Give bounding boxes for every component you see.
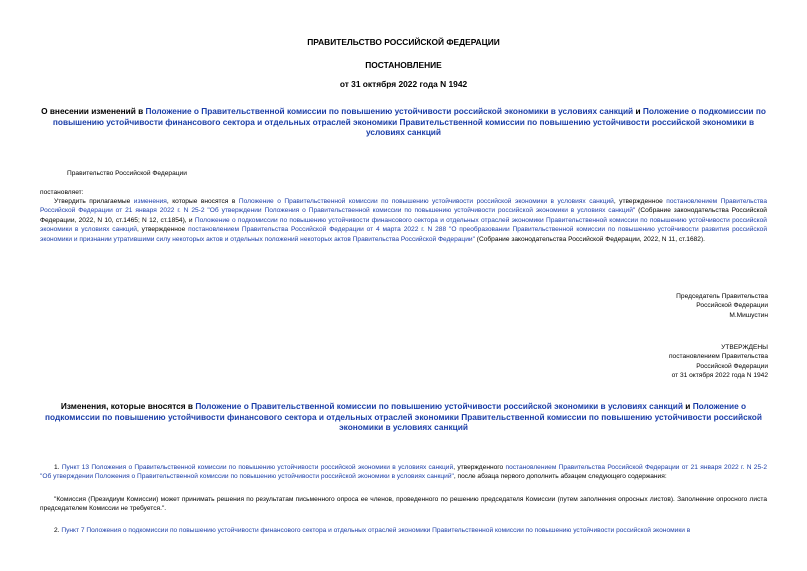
p1-text-c: , утвержденное	[613, 198, 667, 205]
item-1-text-a: , утвержденного	[453, 464, 506, 471]
changes-title-prefix: Изменения, которые вносятся в	[60, 401, 196, 411]
government-line: Правительство Российской Федерации	[67, 170, 187, 177]
approval-line-2: постановлением Правительства	[668, 353, 768, 361]
link-resolution-25-2[interactable]: постановлением Правительства Российской Федерации от 21 января 2022 г. N 25-2 "Об утверждении Положения о Правительственной комиссии по повышению устойчивости российской экономики в условиях санкций"	[40, 198, 767, 215]
item-1-number: 1.	[54, 464, 62, 471]
p1-text-d: (Собрание законодательства Российской Федерации, 2022, N 10, ст.1465; N 12, ст.1854), и	[40, 207, 767, 224]
link-changes[interactable]: изменения	[133, 198, 167, 205]
changes-title-link-commission-regulation[interactable]: Положение о Правительственной комиссии по повышению устойчивости российской экономики в условиях санкций	[195, 401, 683, 411]
p1-text-a: Утвердить прилагаемые	[54, 198, 134, 205]
issuer-heading: ПРАВИТЕЛЬСТВО РОССИЙСКОЙ ФЕДЕРАЦИИ	[307, 37, 500, 47]
item-1-paragraph	[40, 463, 767, 482]
approval-line-3: Российской Федерации	[696, 362, 768, 370]
resolves-line: постановляет:	[40, 189, 84, 196]
resolution-paragraph	[40, 197, 767, 244]
link-subcommission-regulation[interactable]: Положение о подкомиссии по повышению устойчивости финансового сектора и отдельных отраслей экономики Правительственной комиссии по повышению устойчивости российской экономики в условиях санкций	[40, 216, 767, 234]
item-1-quote: "Комиссия (Президиум Комиссии) может принимать решения по результатам письменного опроса ее членов, проведенного по решению председателя Комиссии (путем заполнения опросных листов). Заполнение опросного листа председателем Комиссии не требуется.".	[40, 496, 767, 513]
title-prefix: О внесении изменений в	[41, 106, 146, 116]
changes-title	[40, 401, 767, 433]
approval-block	[669, 343, 768, 381]
link-point-7[interactable]: Пункт 7 Положения о подкомиссии по повышению устойчивости финансового сектора и отдельных отраслей экономики Правительственной комиссии по повышению устойчивости российской экономики в	[61, 527, 691, 534]
item-2-number: 2.	[54, 527, 62, 534]
item-1-text-b: , после абзаца первого дополнить абзацем следующего содержания:	[453, 473, 667, 481]
doc-date-number: от 31 октября 2022 года N 1942	[339, 79, 468, 89]
doc-type-heading: ПОСТАНОВЛЕНИЕ	[365, 60, 442, 70]
link-item-1-resolution-25-2[interactable]: постановлением Правительства Российской Федерации от 21 января 2022 г. N 25-2 "Об утверждении Положения о Правительственной комиссии по повышению устойчивости российской экономики в условиях санкций"	[40, 464, 767, 481]
changes-title-and: и	[682, 401, 693, 411]
signature-block	[676, 292, 768, 320]
link-resolution-288[interactable]: постановлением Правительства Российской Федерации от 4 марта 2022 г. N 288 "О преобразовании Правительственной комиссии по повышению устойчивости развития российской экономики и признании утратившими силу некоторых актов и отдельных положений некоторых актов Правительства Российской Федерации"	[40, 226, 768, 243]
title-link-commission-regulation[interactable]: Положение о Правительственной комиссии по повышению устойчивости российской экономики в условиях санкций	[145, 106, 634, 116]
doc-title	[40, 106, 767, 138]
signature-name: М.Мишустин	[729, 311, 768, 319]
signature-position-1: Председатель Правительства	[676, 293, 768, 300]
signature-position-2: Российской Федерации	[696, 302, 768, 310]
p1-text-e: , утвержденное	[136, 226, 189, 234]
title-link-subcommission-regulation[interactable]: Положение о подкомиссии по повышению устойчивости финансового сектора и отдельных отраслей экономики Правительственной комиссии по повышению устойчивости российской экономики в условиях санкций	[52, 106, 766, 137]
link-commission-regulation[interactable]: Положение о Правительственной комиссии по повышению устойчивости российской экономики в условиях санкций	[238, 198, 614, 205]
title-and: и	[633, 106, 643, 116]
p1-text-f: (Собрание законодательства Российской Федерации, 2022, N 11, ст.1682).	[474, 235, 705, 243]
approval-line-4: от 31 октября 2022 года N 1942	[671, 372, 768, 380]
item-2-paragraph	[40, 526, 767, 535]
changes-title-link-subcommission-regulation[interactable]: Положение о подкомиссии по повышению устойчивости финансового сектора и отдельных отраслей экономики Правительственной комиссии по повышению устойчивости российской экономики в условиях санкций	[45, 401, 762, 432]
approval-line-1: УТВЕРЖДЕНЫ	[721, 344, 768, 351]
p1-text-b: , которые вносятся в	[166, 198, 239, 205]
link-point-13[interactable]: Пункт 13 Положения о Правительственной комиссии по повышению устойчивости российской экономики в условиях санкций	[61, 464, 454, 471]
